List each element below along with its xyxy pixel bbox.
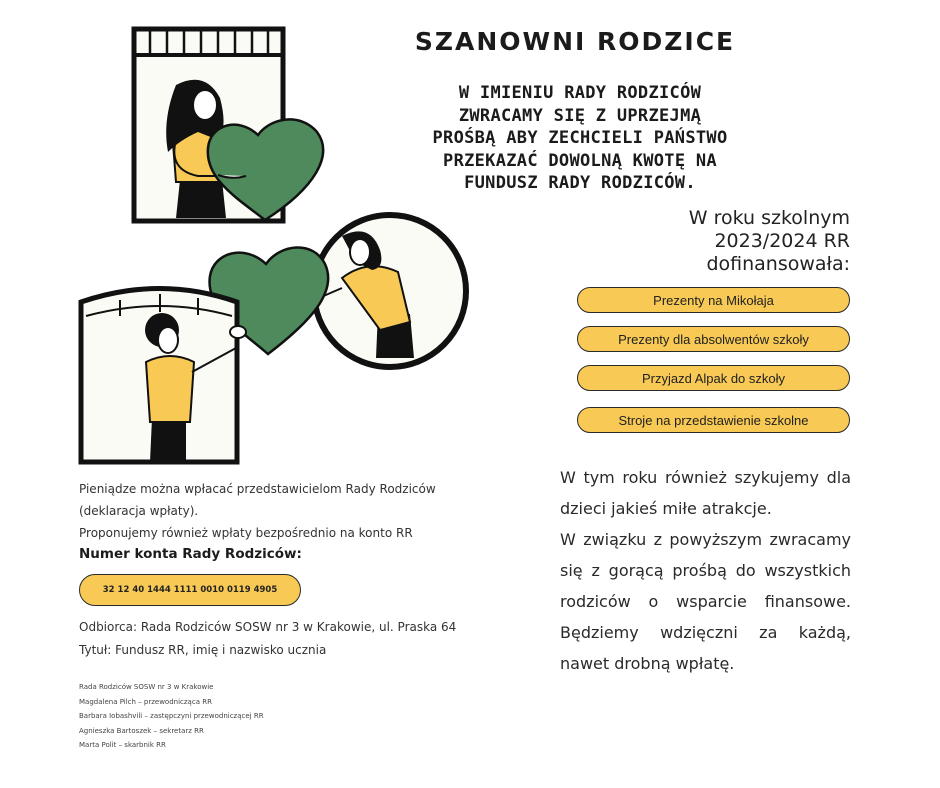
funded-item-pill: Prezenty na Mikołaja (577, 287, 850, 313)
year-line: W roku szkolnym (688, 207, 850, 229)
subtitle-line: PRZEKAZAĆ DOWOLNĄ KWOTĘ NA (443, 150, 717, 171)
subtitle-line: FUNDUSZ RADY RODZICÓW. (464, 173, 696, 193)
funded-item-pill: Prezenty dla absolwentów szkoły (577, 326, 850, 352)
year-line: dofinansowała: (706, 253, 850, 275)
council-member: Agnieszka Bartoszek – sekretarz RR (79, 726, 204, 735)
account-label: Numer konta Rady Rodziców: (79, 546, 302, 562)
recipient-line: Odbiorca: Rada Rodziców SOSW nr 3 w Krakowie, ul. Praska 64 (79, 620, 457, 634)
page-title: SZANOWNI RODZICE (414, 27, 736, 56)
council-member: Marta Polit – skarbnik RR (79, 741, 166, 749)
council-member: Rada Rodziców SOSW nr 3 w Krakowie (79, 683, 214, 691)
payment-info-line: Pieniądze można wpłacać przedstawicielom Rady Rodziców (79, 482, 436, 496)
account-number: 32 12 40 1444 1111 0010 0119 4905 (79, 574, 301, 606)
circle-window-icon (305, 215, 466, 367)
payment-info-line: (deklaracja wpłaty). (79, 504, 199, 518)
funded-items-list (577, 287, 850, 446)
appeal-paragraph: W związku z powyższym zwracamy się z gorącą prośbą do wszystkich rodziców o wsparcie finansowe. Będziemy wdzięczni za każdą, nawet drobną wpłatę. (560, 530, 851, 673)
council-members-list (79, 680, 499, 753)
year-heading (610, 207, 850, 276)
council-member: Barbara Iobashvili – zastępczyni przewodniczącej RR (79, 712, 264, 720)
year-line: 2023/2024 RR (714, 230, 850, 252)
subtitle-line: W IMIENIU RADY RODZICÓW (458, 83, 702, 103)
funded-item-pill: Stroje na przedstawienie szkolne (577, 407, 850, 433)
payment-info-line: Proponujemy również wpłaty bezpośrednio na konto RR (79, 526, 413, 540)
subtitle-line: PROŚBĄ ABY ZECHCIELI PAŃSTWO (432, 128, 728, 148)
subtitle-block (390, 82, 770, 195)
funded-item-pill: Przyjazd Alpak do szkoły (577, 365, 850, 391)
appeal-paragraph: W tym roku również szykujemy dla dzieci jakieś miłe atrakcje. (560, 468, 851, 518)
payment-info (79, 478, 499, 753)
subtitle-line: ZWRACAMY SIĘ Z UPRZEJMĄ (458, 105, 702, 126)
transfer-title-line: Tytuł: Fundusz RR, imię i nazwisko ucznia (79, 643, 327, 657)
council-member: Magdalena Pilch – przewodnicząca RR (79, 697, 212, 706)
appeal-text (560, 462, 851, 679)
